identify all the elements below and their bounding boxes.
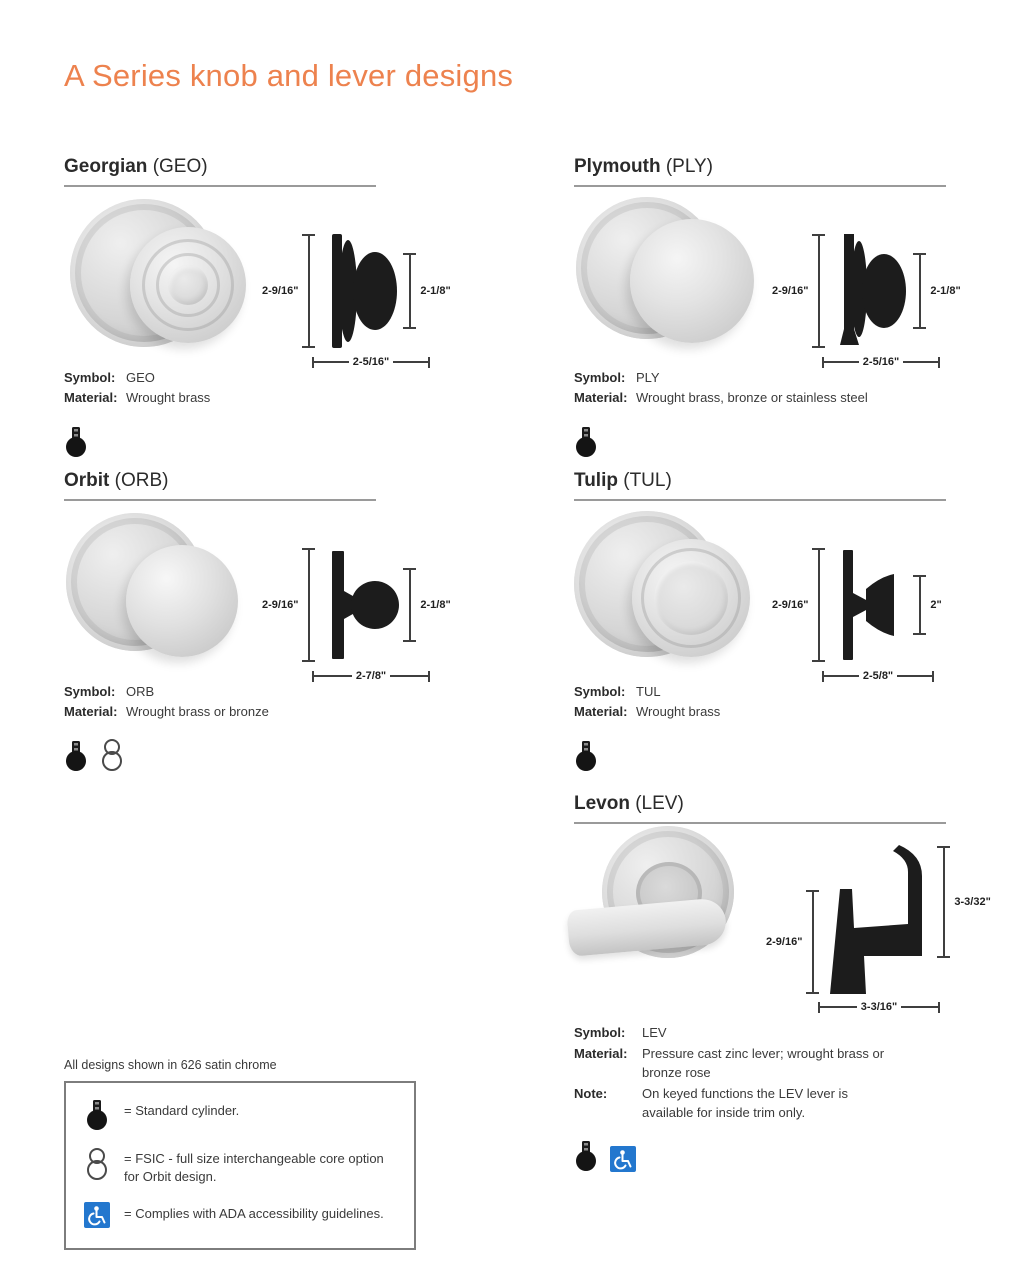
dim-line-vertical: [812, 234, 825, 348]
fsic-icon: [100, 738, 124, 772]
material-value: Wrought brass: [126, 390, 211, 405]
tulip-heading: [574, 470, 976, 492]
tulip-dimension-diagram: [772, 545, 942, 682]
material-label: Material:: [64, 704, 118, 719]
design-code: (GEO): [152, 156, 208, 177]
material-value: Pressure cast zinc lever; wrought brass or bronze rose: [642, 1046, 885, 1080]
design-code: (PLY): [665, 156, 714, 177]
dim-line-vertical: [403, 253, 416, 329]
dim-bottom-label: 2-5/8": [862, 670, 894, 682]
symbol-line: [64, 682, 464, 702]
symbol-line: [574, 682, 976, 702]
dim-bottom-label: 2-5/16": [862, 356, 900, 368]
dim-line-horizontal: [822, 356, 940, 368]
design-name: Georgian: [64, 156, 148, 177]
dim-right-label: 2-1/8": [420, 599, 451, 611]
knob-front: [130, 227, 246, 343]
design-code: (ORB): [114, 470, 169, 491]
dim-line-horizontal: [822, 670, 934, 682]
design-name: Plymouth: [574, 156, 661, 177]
design-name: Levon: [574, 793, 630, 814]
tulip-knob-photo: [574, 501, 770, 681]
material-value: Wrought brass, bronze or stainless steel: [636, 390, 868, 405]
knob-front: [126, 545, 238, 657]
georgian-card: [64, 156, 464, 458]
georgian-body: [64, 187, 464, 368]
orbit-card: [64, 470, 464, 772]
dim-left-label: 2-9/16": [772, 599, 809, 611]
dim-line-vertical: [806, 890, 819, 994]
dim-line-vertical: [302, 234, 315, 348]
lever-profile-silhouette-icon: [822, 844, 934, 996]
dim-left-label: 2-9/16": [766, 936, 803, 948]
georgian-heading: [64, 156, 464, 178]
material-line: [574, 702, 976, 722]
levon-body: [574, 824, 991, 1013]
georgian-cylinder-icons: [64, 422, 464, 458]
georgian-knob-photo: [64, 187, 260, 367]
legend-text: = Complies with ADA accessibility guidelines.: [124, 1206, 384, 1221]
orbit-knob-photo: [64, 501, 260, 681]
design-name: Tulip: [574, 470, 618, 491]
dim-left-label: 2-9/16": [772, 285, 809, 297]
knob-profile-silhouette-icon: [828, 545, 910, 665]
page-title: A Series knob and lever designs: [64, 58, 514, 93]
standard-cylinder-icon: [574, 740, 598, 772]
design-name: Orbit: [64, 470, 110, 491]
fsic-icon: [82, 1147, 112, 1181]
standard-cylinder-icon: [574, 1140, 598, 1172]
dim-line-horizontal: [312, 356, 430, 368]
standard-cylinder-icon: [574, 426, 598, 458]
plymouth-heading: [574, 156, 976, 178]
knob-core: [654, 561, 728, 635]
ada-icon: [82, 1202, 112, 1228]
symbol-label: Symbol:: [64, 684, 116, 699]
symbol-value: PLY: [636, 370, 660, 385]
plymouth-knob-photo: [574, 187, 770, 367]
knob-core: [168, 265, 208, 305]
symbol-line: [64, 368, 464, 388]
symbol-label: Symbol:: [64, 370, 116, 385]
symbol-value: GEO: [126, 370, 155, 385]
material-label: Material:: [574, 1046, 628, 1061]
levon-specs: [574, 1023, 976, 1122]
legend-item-standard-cylinder: [82, 1099, 398, 1131]
finish-note: All designs shown in 626 satin chrome: [64, 1058, 277, 1072]
levon-heading: [574, 793, 976, 815]
symbol-label: Symbol:: [574, 684, 626, 699]
knob-profile-silhouette-icon: [828, 231, 910, 351]
material-label: Material:: [574, 390, 628, 405]
material-value: Wrought brass: [636, 704, 721, 719]
knob-profile-silhouette-icon: [318, 545, 400, 665]
lever-handle: [566, 897, 727, 957]
knob-front: [632, 539, 750, 657]
dim-right-label: 3-3/32": [954, 896, 991, 908]
legend-item-fsic: [82, 1147, 398, 1186]
dim-line-vertical: [403, 568, 416, 642]
design-code: (TUL): [623, 470, 672, 491]
note-value: On keyed functions the LEV lever is available for inside trim only.: [642, 1086, 848, 1120]
symbol-label: Symbol:: [574, 370, 626, 385]
material-line: [64, 388, 464, 408]
dim-bottom-label: 3-3/16": [860, 1001, 898, 1013]
standard-cylinder-icon: [64, 740, 88, 772]
dim-bottom-label: 2-7/8": [355, 670, 387, 682]
plymouth-cylinder-icons: [574, 422, 976, 458]
ada-icon: [610, 1146, 636, 1172]
symbol-value: ORB: [126, 684, 155, 699]
dim-right-label: 2-1/8": [930, 285, 961, 297]
design-code: (LEV): [635, 793, 684, 814]
dim-line-vertical: [913, 253, 926, 329]
knob-profile-silhouette-icon: [318, 231, 400, 351]
material-value: Wrought brass or bronze: [126, 704, 269, 719]
dim-left-label: 2-9/16": [262, 599, 299, 611]
dim-line-vertical: [812, 548, 825, 662]
dim-line-vertical: [913, 575, 926, 635]
dim-line-horizontal: [312, 670, 430, 682]
material-line: [64, 702, 464, 722]
dim-right-label: 2": [930, 599, 942, 611]
legend-text: = FSIC - full size interchangeable core option for Orbit design.: [124, 1151, 384, 1184]
knob-front: [630, 219, 754, 343]
legend-item-ada: [82, 1202, 398, 1228]
levon-card: [574, 793, 991, 1172]
orbit-cylinder-icons: [64, 736, 464, 772]
plymouth-body: [574, 187, 976, 368]
symbol-value: LEV: [642, 1025, 667, 1040]
dim-bottom-label: 2-5/16": [352, 356, 390, 368]
orbit-body: [64, 501, 464, 682]
orbit-dimension-diagram: [262, 545, 451, 682]
dim-line-vertical: [937, 846, 950, 958]
plymouth-dimension-diagram: [772, 231, 961, 368]
standard-cylinder-icon: [64, 426, 88, 458]
legend-text: = Standard cylinder.: [124, 1103, 240, 1118]
tulip-body: [574, 501, 976, 682]
dim-line-horizontal: [818, 1001, 940, 1013]
dim-right-label: 2-1/8": [420, 285, 451, 297]
levon-dimension-diagram: [766, 844, 991, 1013]
dim-left-label: 2-9/16": [262, 285, 299, 297]
orbit-heading: [64, 470, 464, 492]
symbol-value: TUL: [636, 684, 661, 699]
legend-box: [64, 1081, 416, 1250]
symbol-line: [574, 368, 976, 388]
legend: [64, 1058, 416, 1250]
tulip-cylinder-icons: [574, 736, 976, 772]
georgian-dimension-diagram: [262, 231, 451, 368]
levon-cylinder-icons: [574, 1136, 976, 1172]
dim-line-vertical: [302, 548, 315, 662]
material-label: Material:: [574, 704, 628, 719]
symbol-label: Symbol:: [574, 1025, 626, 1040]
tulip-card: [574, 470, 976, 772]
note-label: Note:: [574, 1086, 608, 1101]
material-line: [574, 388, 976, 408]
levon-lever-photo: [574, 824, 764, 994]
material-label: Material:: [64, 390, 118, 405]
plymouth-card: [574, 156, 976, 458]
standard-cylinder-icon: [82, 1099, 112, 1131]
